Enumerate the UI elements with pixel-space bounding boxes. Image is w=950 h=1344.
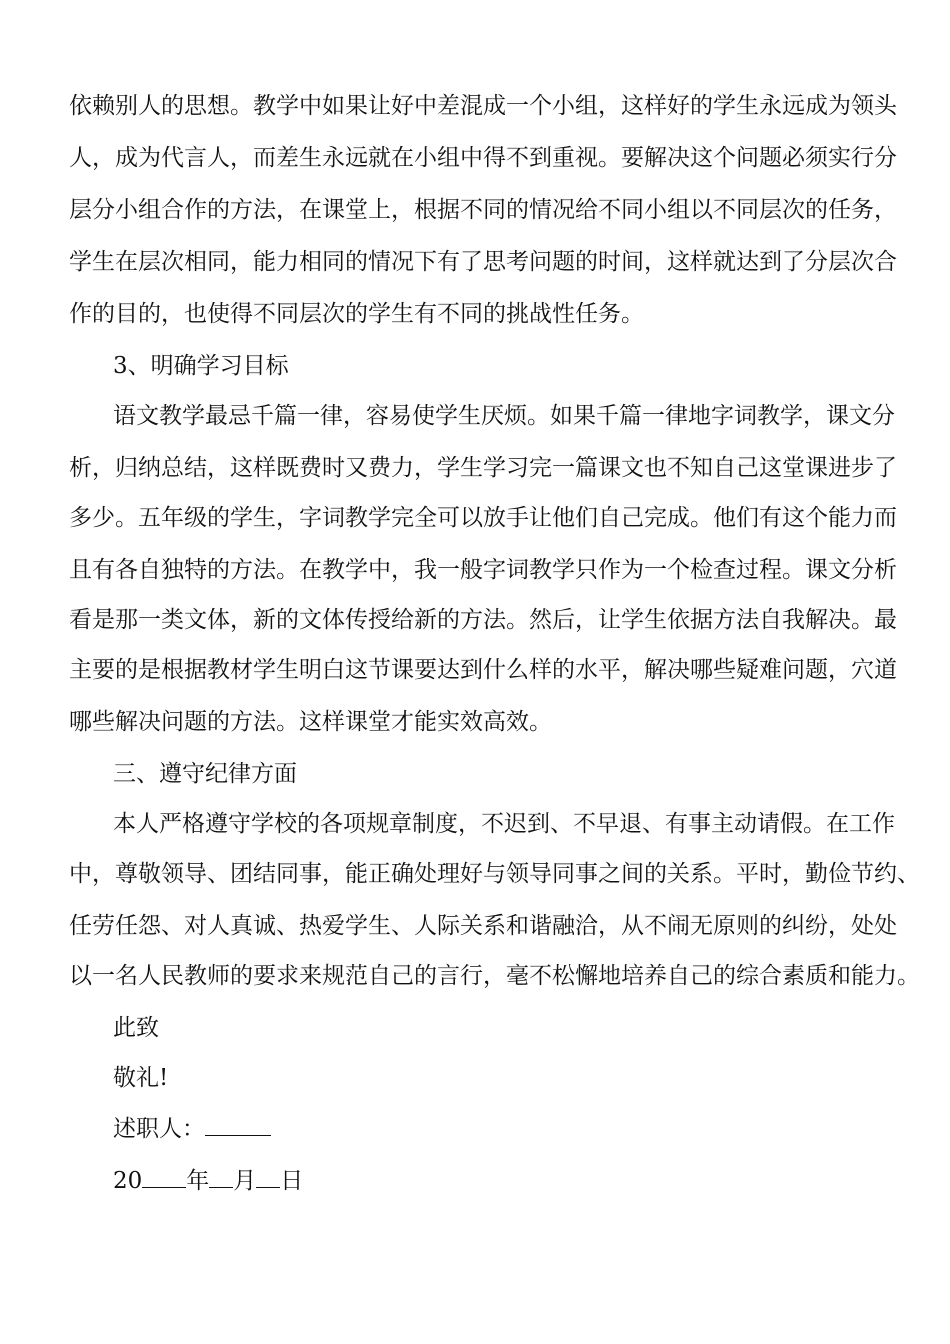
paragraph-line: 且有各自独特的方法。在教学中，我一般字词教学只作为一个检查过程。课文分析 (69, 557, 897, 583)
paragraph-line: 学生在层次相同，能力相同的情况下有了思考问题的时间，这样就达到了分层次合 (69, 249, 897, 275)
closing-regards: 敬礼! (113, 1065, 169, 1091)
paragraph-line: 多少。五年级的学生，字词教学完全可以放手让他们自己完成。他们有这个能力而 (69, 505, 897, 531)
date-day-label: 日 (280, 1168, 304, 1194)
paragraph-line: 主要的是根据教材学生明白这节课要达到什么样的水平，解决哪些疑难问题，穴道 (69, 657, 897, 683)
paragraph-line: 人，成为代言人，而差生永远就在小组中得不到重视。要解决这个问题必须实行分 (69, 145, 897, 171)
year-blank (142, 1165, 186, 1188)
paragraph-line: 语文教学最忌千篇一律，容易使学生厌烦。如果千篇一律地字词教学，课文分 (113, 403, 895, 429)
signer-blank (205, 1113, 271, 1136)
paragraph-line: 哪些解决问题的方法。这样课堂才能实效高效。 (69, 709, 552, 735)
section-heading: 三、遵守纪律方面 (113, 761, 297, 787)
paragraph-line: 层分小组合作的方法，在课堂上，根据不同的情况给不同小组以不同层次的任务， (69, 197, 897, 223)
paragraph-line: 中，尊敬领导、团结同事，能正确处理好与领导同事之间的关系。平时，勤俭节约、 (69, 861, 920, 887)
paragraph-line: 看是那一类文体，新的文体传授给新的方法。然后，让学生依据方法自我解决。最 (69, 607, 897, 633)
date-line (113, 1165, 950, 1196)
paragraph-line: 析，归纳总结，这样既费时又费力，学生学习完一篇课文也不知自己这堂课进步了 (69, 455, 897, 481)
paragraph-line: 本人严格遵守学校的各项规章制度，不迟到、不早退、有事主动请假。在工作 (113, 811, 895, 837)
date-year-label: 年 (186, 1168, 210, 1194)
day-blank (256, 1165, 280, 1188)
paragraph-line: 任劳任怨、对人真诚、热爱学生、人际关系和谐融洽，从不闹无原则的纠纷，处处 (69, 913, 897, 939)
signer-line (113, 1113, 950, 1144)
paragraph-line: 以一名人民教师的要求来规范自己的言行，毫不松懈地培养自己的综合素质和能力。 (69, 963, 920, 989)
paragraph-line: 作的目的，也使得不同层次的学生有不同的挑战性任务。 (69, 301, 644, 327)
closing-salutation: 此致 (113, 1015, 159, 1041)
section-heading: 3、明确学习目标 (113, 353, 289, 379)
date-prefix: 20 (113, 1168, 143, 1194)
paragraph-line: 依赖别人的思想。教学中如果让好中差混成一个小组，这样好的学生永远成为领头 (69, 93, 897, 119)
signer-label: 述职人： (113, 1116, 205, 1142)
date-month-label: 月 (233, 1168, 257, 1194)
month-blank (209, 1165, 233, 1188)
